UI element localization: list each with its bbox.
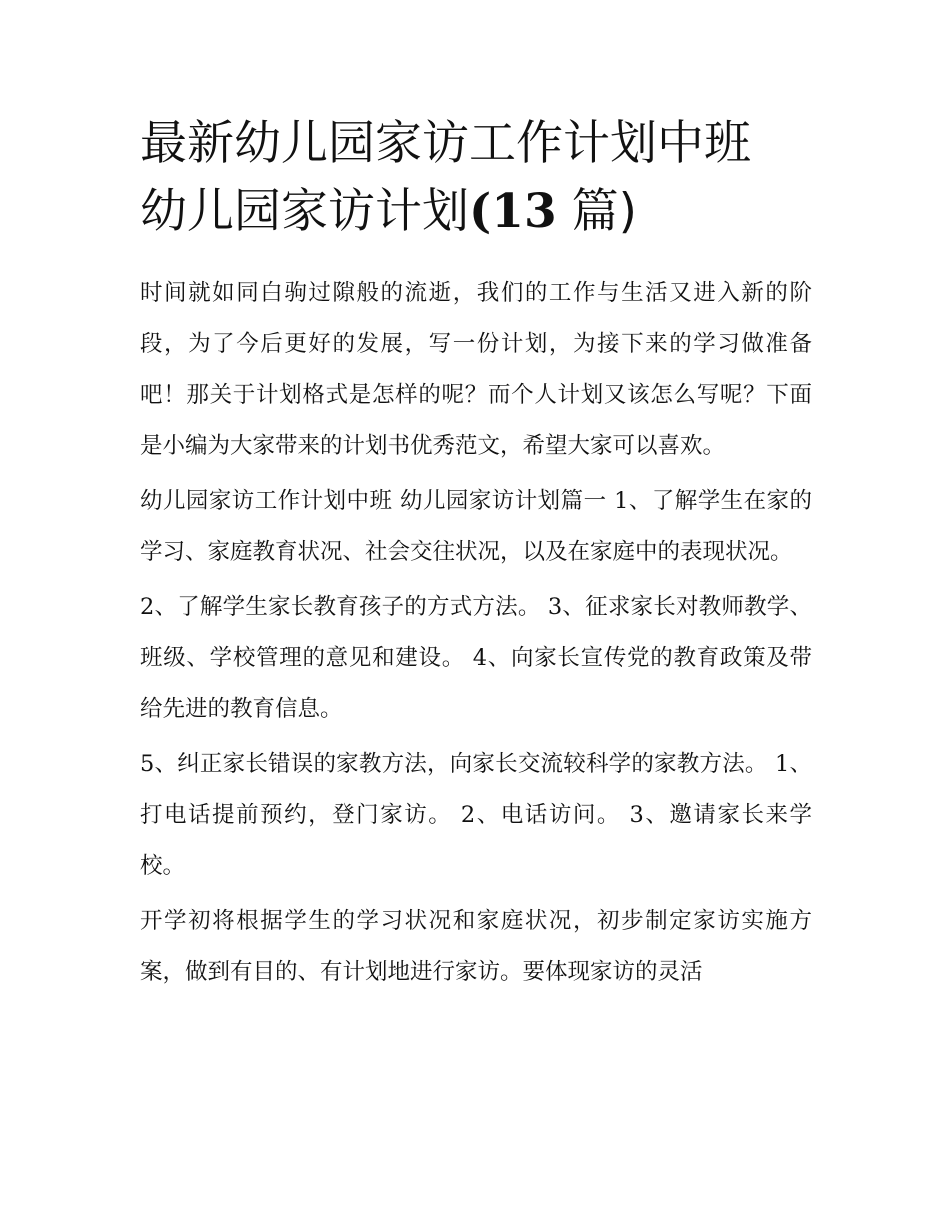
title-suffix: 篇) [556, 184, 637, 239]
title-line-2-text: 幼儿园家访计划 [140, 184, 469, 239]
title-line-2 [140, 184, 637, 239]
paragraph-3: 5、纠正家长错误的家教方法，向家长交流较科学的家教方法。 1、打电话提前预约，登门家访。 2、电话访问。 3、邀请家长来学校。 [140, 751, 812, 879]
document-page [140, 110, 812, 998]
title-count: (13 [469, 184, 557, 239]
document-title [140, 110, 812, 246]
paragraph-1: 幼儿园家访工作计划中班 幼儿园家访计划篇一 1、了解学生在家的学习、家庭教育状况、社会交往状况，以及在家庭中的表现状况。 [140, 488, 812, 565]
paragraph-intro: 时间就如同白驹过隙般的流逝，我们的工作与生活又进入新的阶段，为了今后更好的发展，写一份计划，为接下来的学习做准备吧！那关于计划格式是怎样的呢？而个人计划又该怎么写呢？下面是小编为大家带来的计划书优秀范文，希望大家可以喜欢。 [140, 280, 812, 459]
paragraph-4: 开学初将根据学生的学习状况和家庭状况，初步制定家访实施方案，做到有目的、有计划地进行家访。要体现家访的灵活 [140, 908, 812, 985]
paragraph-2: 2、了解学生家长教育孩子的方式方法。 3、征求家长对教师教学、班级、学校管理的意见和建设。 4、向家长宣传党的教育政策及带给先进的教育信息。 [140, 594, 812, 722]
title-line-1: 最新幼儿园家访工作计划中班 [140, 116, 751, 171]
